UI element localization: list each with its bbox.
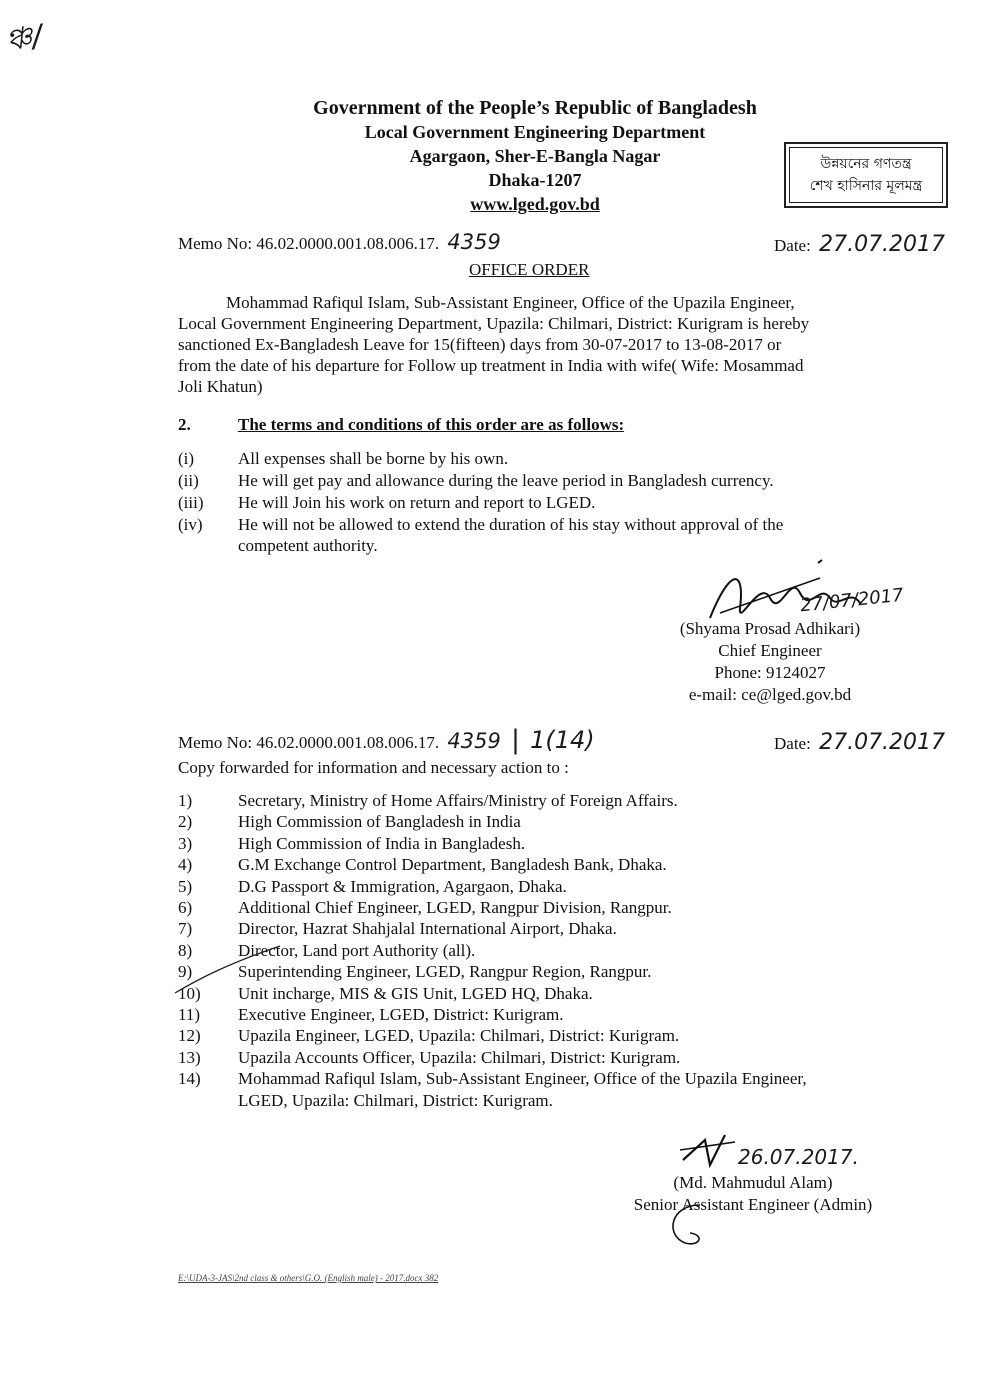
term-text: He will not be allowed to extend the duration of his stay without approval of the — [238, 515, 784, 534]
paragraph-line: Joli Khatun) — [178, 377, 263, 396]
recipient-number: 14) — [178, 1069, 201, 1089]
paragraph-line: from the date of his departure for Follow up treatment in India with wife( Wife: Mosammad — [178, 356, 804, 375]
recipient-text: High Commission of India in Bangladesh. — [238, 833, 526, 853]
pen-strike-mark — [170, 938, 290, 998]
memo-divider-mark: | — [511, 725, 520, 755]
chief-engineer-block — [650, 618, 890, 706]
recipient-number: 9) — [178, 962, 193, 982]
recipient-text: Director, Land port Authority (all). — [238, 940, 476, 960]
office-order-title: OFFICE ORDER — [469, 260, 590, 279]
terms-section — [178, 414, 894, 564]
letterhead-website: www.lged.gov.bd — [470, 194, 600, 214]
term-number: (iv) — [178, 515, 203, 534]
letterhead — [230, 96, 840, 216]
terms-section-number: 2. — [178, 415, 191, 434]
recipient-text: Upazila Engineer, LGED, Upazila: Chilmari, District: Kurigram. — [238, 1026, 680, 1046]
file-path-footer: E:\UDA-3-JAS\2nd class & others\G.O. (English male) - 2017.docx 382 — [178, 1273, 439, 1283]
recipient-number: 5) — [178, 876, 193, 896]
recipient-text: LGED, Upazila: Chilmari, District: Kurigram. — [238, 1090, 553, 1110]
term-text: competent authority. — [238, 536, 378, 555]
memo-number-2 — [178, 725, 595, 755]
recipient-number: 6) — [178, 898, 193, 917]
letterhead-department: Local Government Engineering Department — [364, 122, 706, 142]
memo-number-label: Memo No: 46.02.0000.001.08.006.17. — [178, 733, 440, 752]
recipient-text: Secretary, Ministry of Home Affairs/Ministry of Foreign Affairs. — [238, 791, 678, 810]
memo-handwritten-range: 1(14) — [530, 726, 595, 754]
signatory-phone: Phone: 9124027 — [714, 663, 826, 682]
memo-date-label: Date: — [774, 734, 811, 753]
recipient-number: 13) — [178, 1047, 201, 1067]
corner-initial-mark: ঞ্চ/ — [3, 18, 45, 59]
letterhead-city: Dhaka-1207 — [488, 170, 582, 190]
order-paragraph — [178, 292, 894, 397]
slogan-line-2: শেখ হাসিনার মূলমন্ত্র — [809, 178, 923, 194]
term-text: He will get pay and allowance during the leave period in Bangladesh currency. — [238, 471, 774, 490]
recipient-text: Executive Engineer, LGED, District: Kurigram. — [238, 1005, 564, 1024]
slogan-stamp — [784, 142, 948, 208]
recipient-text: Superintending Engineer, LGED, Rangpur Region, Rangpur. — [238, 962, 652, 982]
memo-handwritten-number: 4359 — [447, 729, 501, 753]
recipient-text: Additional Chief Engineer, LGED, Rangpur Division, Rangpur. — [238, 898, 672, 917]
copy-forward-intro: Copy forwarded for information and necessary action to : — [178, 758, 569, 777]
memo-number-label: Memo No: 46.02.0000.001.08.006.17. — [178, 234, 440, 253]
recipient-text: D.G Passport & Immigration, Agargaon, Dhaka. — [238, 876, 567, 896]
slogan-line-1: উন্নয়নের গণতন্ত্র — [820, 156, 912, 172]
chief-engineer-signature-date: 27/07/2017 — [799, 584, 905, 617]
term-number: (ii) — [178, 471, 199, 490]
recipient-text: Mohammad Rafiqul Islam, Sub-Assistant Engineer, Office of the Upazila Engineer, — [238, 1069, 807, 1089]
recipient-text: High Commission of Bangladesh in India — [238, 812, 521, 832]
memo-date-2 — [774, 730, 945, 755]
paragraph-line: Local Government Engineering Department, Upazila: Chilmari, District: Kurigram is hereby — [178, 314, 810, 333]
term-number: (i) — [178, 449, 195, 468]
paragraph-line: Mohammad Rafiqul Islam, Sub-Assistant Engineer, Office of the Upazila Engineer, — [226, 293, 795, 312]
memo-date-label: Date: — [774, 236, 811, 255]
recipient-number: 1) — [178, 791, 193, 810]
recipient-number: 4) — [178, 855, 193, 875]
recipient-text: Upazila Accounts Officer, Upazila: Chilmari, District: Kurigram. — [238, 1047, 681, 1067]
signatory-title: Chief Engineer — [718, 641, 822, 660]
paragraph-line: sanctioned Ex-Bangladesh Leave for 15(fifteen) days from 30-07-2017 to 13-08-2017 or — [178, 335, 782, 354]
recipient-text: Unit incharge, MIS & GIS Unit, LGED HQ, Dhaka. — [238, 983, 593, 1003]
recipient-number: 7) — [178, 919, 193, 939]
signatory-name: (Md. Mahmudul Alam) — [673, 1173, 833, 1192]
terms-heading: The terms and conditions of this order are as follows: — [238, 415, 625, 434]
recipient-number: 12) — [178, 1026, 201, 1046]
term-text: All expenses shall be borne by his own. — [238, 449, 509, 468]
recipient-number: 10) — [178, 983, 201, 1003]
term-text: He will Join his work on return and report to LGED. — [238, 493, 596, 512]
recipient-number: 3) — [178, 833, 193, 853]
recipient-number: 2) — [178, 812, 193, 832]
recipient-number: 11) — [178, 1005, 201, 1024]
memo-date-1 — [774, 232, 945, 257]
recipient-text: G.M Exchange Control Department, Bangladesh Bank, Dhaka. — [238, 855, 667, 875]
senior-engineer-block — [615, 1172, 891, 1216]
memo-handwritten-date: 27.07.2017 — [819, 232, 946, 257]
initial-scribble — [660, 1195, 720, 1255]
recipient-number: 8) — [178, 940, 193, 960]
term-number: (iii) — [178, 493, 204, 512]
senior-engineer-signature-date: 26.07.2017. — [738, 1145, 859, 1169]
signatory-title: Senior Assistant Engineer (Admin) — [633, 1195, 873, 1214]
signatory-name: (Shyama Prosad Adhikari) — [679, 619, 861, 638]
memo-handwritten-date: 27.07.2017 — [819, 730, 946, 755]
letterhead-government: Government of the People’s Republic of Bangladesh — [313, 97, 757, 119]
memo-handwritten-number: 4359 — [447, 230, 501, 254]
recipient-text: Director, Hazrat Shahjalal International Airport, Dhaka. — [238, 919, 617, 939]
slogan-stamp-inner — [789, 147, 943, 203]
memo-number-1 — [178, 230, 501, 254]
letterhead-address: Agargaon, Sher-E-Bangla Nagar — [409, 146, 661, 166]
signatory-email: e-mail: ce@lged.gov.bd — [688, 685, 852, 704]
